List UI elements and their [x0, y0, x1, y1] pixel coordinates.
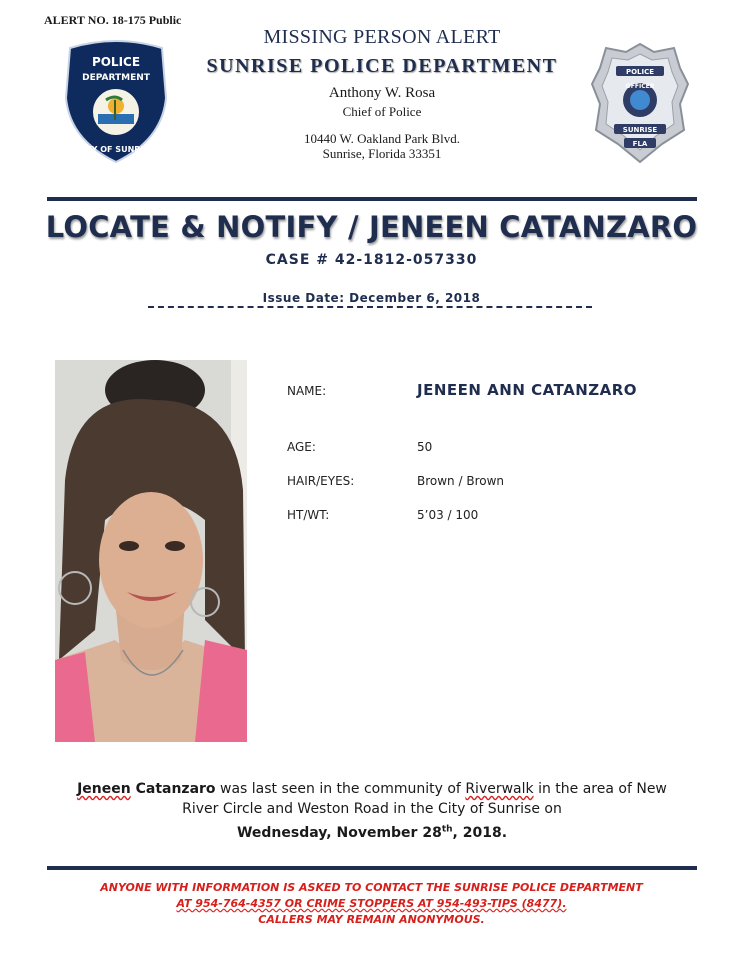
name-label: NAME:: [287, 384, 327, 398]
last-seen-description: [60, 779, 684, 843]
logo-text-police: POLICE: [91, 55, 141, 69]
badge-text-police: POLICE: [625, 68, 655, 76]
hair-eyes-label: HAIR/EYES:: [287, 474, 355, 488]
description-place: Riverwalk: [465, 781, 534, 797]
description-text-2: in the area of New River Circle and Weston Road in the City of Sunrise on: [182, 781, 667, 817]
issue-date: Issue Date: December 6, 2018: [262, 291, 481, 305]
department-name: SUNRISE POLICE DEPARTMENT: [206, 55, 558, 77]
badge-text-sunrise: SUNRISE: [622, 126, 658, 134]
name-value: JENEEN ANN CATANZARO: [417, 381, 638, 399]
dashed-divider: [148, 306, 592, 308]
headline: LOCATE & NOTIFY / JENEEN CATANZARO: [45, 210, 698, 244]
hair-eyes-value: Brown / Brown: [417, 474, 504, 488]
case-number: CASE # 42-1812-057330: [265, 252, 478, 268]
height-weight-label: HT/WT:: [287, 508, 330, 522]
description-text-1: was last seen in the community of: [215, 781, 466, 797]
footer-divider: [47, 866, 697, 870]
missing-person-photo: [55, 360, 247, 742]
description-first-name: Jeneen: [77, 781, 131, 797]
height-weight-value: 5’03 / 100: [417, 508, 479, 522]
warning-line-2-phone: AT 954-764-4357 OR CRIME STOPPERS AT 954-493-TIPS (8477).: [176, 897, 567, 910]
warning-line-3: CALLERS MAY REMAIN ANONYMOUS.: [258, 913, 485, 926]
description-last-name: Catanzaro: [130, 781, 216, 797]
logo-text-department: DEPARTMENT: [82, 73, 150, 83]
badge-text-fla: FLA: [632, 140, 648, 148]
address-line-2: Sunrise, Florida 33351: [322, 146, 442, 161]
age-label: AGE:: [287, 440, 316, 454]
chief-name: Anthony W. Rosa: [328, 85, 436, 101]
description-date-a: Wednesday, November 28: [236, 824, 442, 841]
age-value: 50: [417, 440, 433, 454]
alert-title: MISSING PERSON ALERT: [263, 26, 501, 48]
police-department-patch-logo: [62, 40, 170, 164]
contact-warning: [40, 880, 703, 928]
warning-line-1: ANYONE WITH INFORMATION IS ASKED TO CONTACT THE SUNRISE POLICE DEPARTMENT: [100, 881, 643, 894]
alert-number: ALERT NO. 18-175 Public: [44, 13, 182, 27]
description-date-b: , 2018.: [452, 824, 508, 841]
badge-text-officer: OFFICER: [625, 83, 655, 90]
description-date-sup: th: [441, 824, 453, 834]
header-divider: [47, 197, 697, 201]
logo-text-city: CITY OF SUNRISE: [77, 145, 155, 154]
address-line-1: 10440 W. Oakland Park Blvd.: [304, 131, 460, 146]
police-officer-badge: [590, 40, 690, 166]
chief-title: Chief of Police: [342, 104, 422, 119]
